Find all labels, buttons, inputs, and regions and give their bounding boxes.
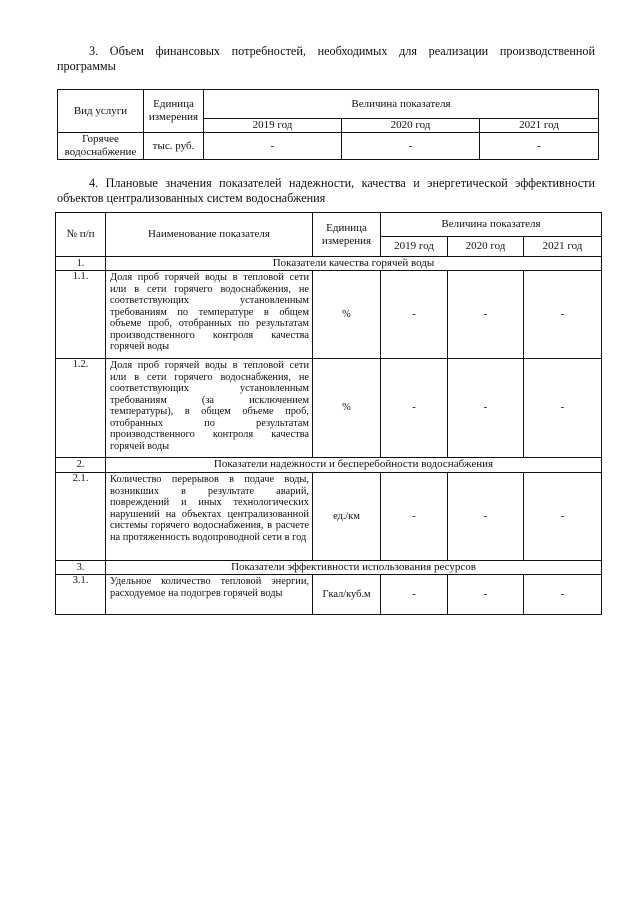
year-header: 2021 год: [480, 119, 599, 133]
year-header: 2020 год: [342, 119, 480, 133]
indicators-table: [55, 212, 602, 615]
col-header-service: Вид услуги: [58, 90, 144, 133]
value-cell: -: [524, 271, 602, 359]
value-cell: -: [448, 473, 524, 561]
value-cell: -: [448, 271, 524, 359]
section-title: Показатели эффективности использования ресурсов: [106, 561, 602, 575]
section-title: Показатели надежности и бесперебойности водоснабжения: [106, 458, 602, 473]
table-row: [56, 473, 602, 561]
year-header: 2021 год: [524, 237, 602, 257]
table-row: [56, 575, 602, 615]
value-cell: -: [342, 133, 480, 160]
value-cell: -: [524, 359, 602, 458]
indicator-name: Удельное количество тепловой энергии, расходуемое на подогрев горячей воды: [106, 575, 313, 615]
unit-cell: тыс. руб.: [144, 133, 204, 160]
row-number: 1.1.: [56, 271, 106, 359]
section-4-heading-line2: объектов централизованных систем водоснабжения: [57, 191, 326, 205]
service-cell: Горячее водоснабжение: [58, 133, 144, 160]
unit-cell: %: [313, 271, 381, 359]
col-header-name: Наименование показателя: [106, 213, 313, 257]
year-header: 2020 год: [448, 237, 524, 257]
row-number: 1.: [56, 257, 106, 271]
row-number: 3.1.: [56, 575, 106, 615]
value-cell: -: [381, 473, 448, 561]
col-header-unit: Единица измерения: [144, 90, 204, 133]
section-row: [56, 458, 602, 473]
col-header-num: № п/п: [56, 213, 106, 257]
section-3-heading-line2: программы: [57, 59, 116, 73]
table-row: [56, 359, 602, 458]
year-header: 2019 год: [204, 119, 342, 133]
section-3-heading: [57, 44, 595, 74]
unit-cell: ед./км: [313, 473, 381, 561]
col-header-value: Величина показателя: [381, 213, 602, 237]
value-cell: -: [381, 575, 448, 615]
section-title: Показатели качества горячей воды: [106, 257, 602, 271]
col-header-value: Величина показателя: [204, 90, 599, 119]
value-cell: -: [448, 359, 524, 458]
indicator-name: Количество перерывов в подаче воды, возникших в результате аварий, повреждений и иных технологических нарушений на объектах централизованной системы горячего водоснабжения, в расчете на протяженность водопроводной сети в год: [106, 473, 313, 561]
indicator-name: Доля проб горячей воды в тепловой сети или в сети горячего водоснабжения, не соответствующих установленным требованиям (за исключением температуры), в общем объеме проб, отобранных по результатам производственного контроля качества горячей воды: [106, 359, 313, 458]
row-number: 1.2.: [56, 359, 106, 458]
value-cell: -: [524, 473, 602, 561]
year-header: 2019 год: [381, 237, 448, 257]
unit-cell: %: [313, 359, 381, 458]
section-row: [56, 257, 602, 271]
section-4-heading-line1: 4. Плановые значения показателей надежности, качества и энергетической эффективности: [89, 176, 595, 190]
section-row: [56, 561, 602, 575]
unit-cell: Гкал/куб.м: [313, 575, 381, 615]
row-number: 2.: [56, 458, 106, 473]
col-header-unit: Единица измерения: [313, 213, 381, 257]
value-cell: -: [381, 359, 448, 458]
table-row: [58, 133, 599, 160]
value-cell: -: [448, 575, 524, 615]
row-number: 3.: [56, 561, 106, 575]
value-cell: -: [524, 575, 602, 615]
section-3-heading-line1: 3. Объем финансовых потребностей, необходимых для реализации производственной: [89, 44, 595, 58]
table-row: [56, 271, 602, 359]
value-cell: -: [480, 133, 599, 160]
indicator-name: Доля проб горячей воды в тепловой сети или в сети горячего водоснабжения, не соответствующих установленным требованиям по температуре в общем объеме проб, отобранных по результатам производственного контроля качества горячей воды: [106, 271, 313, 359]
financial-needs-table: [57, 89, 599, 160]
value-cell: -: [204, 133, 342, 160]
row-number: 2.1.: [56, 473, 106, 561]
section-4-heading: [57, 176, 595, 206]
value-cell: -: [381, 271, 448, 359]
